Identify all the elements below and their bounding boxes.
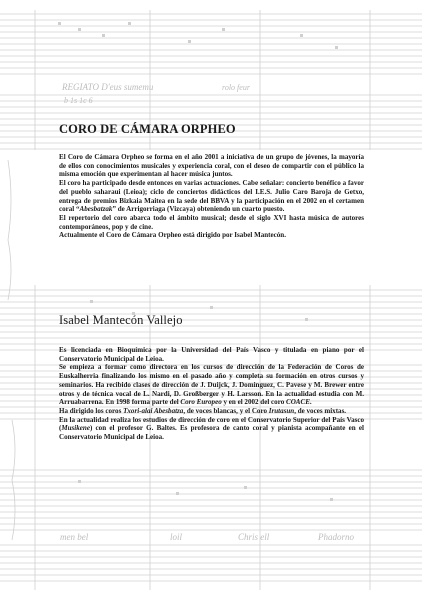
- score-text-1: REGIATO D'eus sumemu: [62, 82, 154, 92]
- section-body-coro: [59, 153, 364, 240]
- score-text-2: rolo feur: [222, 83, 250, 92]
- paragraph-repertoire: El repertorio del coro abarca todo el ámbito musical; desde el siglo XVI hasta música de autores contemporáneos, pop y de cine.: [59, 213, 364, 231]
- section-title-isabel: Isabel Mantecón Vallejo: [59, 313, 183, 327]
- score-text-6: Chris ell: [238, 532, 270, 542]
- section-title-coro: CORO DE CÁMARA ORPHEO: [59, 122, 236, 136]
- paragraph-performances: El coro ha participado desde entonces en varias actuaciones. Cabe señalar: concierto benéfico a favor del pueblo saharaui (Leioa); ciclo de conciertos didácticos del I.E.S. Julio Caro Baroja de Getxo, entrega de premios Bizkaia Maitea en la sede del BBVA y la participación en el 2002 en el certamen coral “Abesbatzak” de Arrigorriaga (Vizcaya) obteniendo un cuarto puesto.: [59, 179, 364, 214]
- emphasis-txori-alai: Txori-alai Abesbatza: [123, 406, 184, 415]
- section-body-isabel: [59, 346, 364, 442]
- paragraph-choirs: Ha dirigido los coros Txori-alai Abesbatza, de voces blancas, y el Coro Irutasun, de voces mixtas.: [59, 406, 347, 415]
- emphasis-coace: COACE: [286, 398, 310, 407]
- emphasis-musikene: Musikene: [61, 424, 90, 433]
- paragraph-current: En la actualidad realiza los estudios de dirección de coro en el Conservatorio Superior del País Vasco (Musikene) con el profesor G. Baltes. Es profesora de canto coral y pianista acompañante en el Conservatorio Municipal de Leioa.: [59, 415, 364, 442]
- emphasis-coro-europeo: Coro Europeo: [180, 398, 222, 407]
- emphasis-irutasun: Irutasun: [268, 406, 295, 415]
- emphasis-abesbatzak: Abesbatzak: [79, 205, 113, 214]
- paragraph-education: Es licenciada en Bioquímica por la Universidad del País Vasco y titulada en piano por el Conservatorio Municipal de Leioa.: [59, 346, 364, 363]
- paragraph-intro: El Coro de Cámara Orpheo se forma en el año 2001 a iniciativa de un grupo de jóvenes, la mayoría de ellos con conocimientos musicales y experiencia coral, con el deseo de compartir con el público la misma emoción que experimentan al hacer música juntos.: [59, 153, 364, 179]
- score-text-3: b 1s 1c 6: [64, 96, 93, 105]
- paragraph-training: Se empieza a formar como directora en los cursos de dirección de la Federación de Coros de Euskalherria finalizando los mismo en el pasado año y completa su formación en otros cursos y seminarios. Ha recibido clases de dirección de J. Duijck, J. Dominguez, C. Pavese y M. Brewer entre otros y de técnica vocal de L. Nardi, D. Großberger y H. Larsson. En la actualidad estudia con M. Arruabarrena. En 1998 forma parte del Coro Europeo y en el 2002 del coro COACE.: [59, 363, 364, 407]
- paragraph-director: Actualmente el Coro de Cámara Orpheo está dirigido por Isabel Mantecón.: [59, 231, 286, 240]
- score-text-5: loil: [170, 532, 183, 542]
- score-text-7: Phadorno: [318, 532, 354, 542]
- score-text-4: men bel: [60, 532, 89, 542]
